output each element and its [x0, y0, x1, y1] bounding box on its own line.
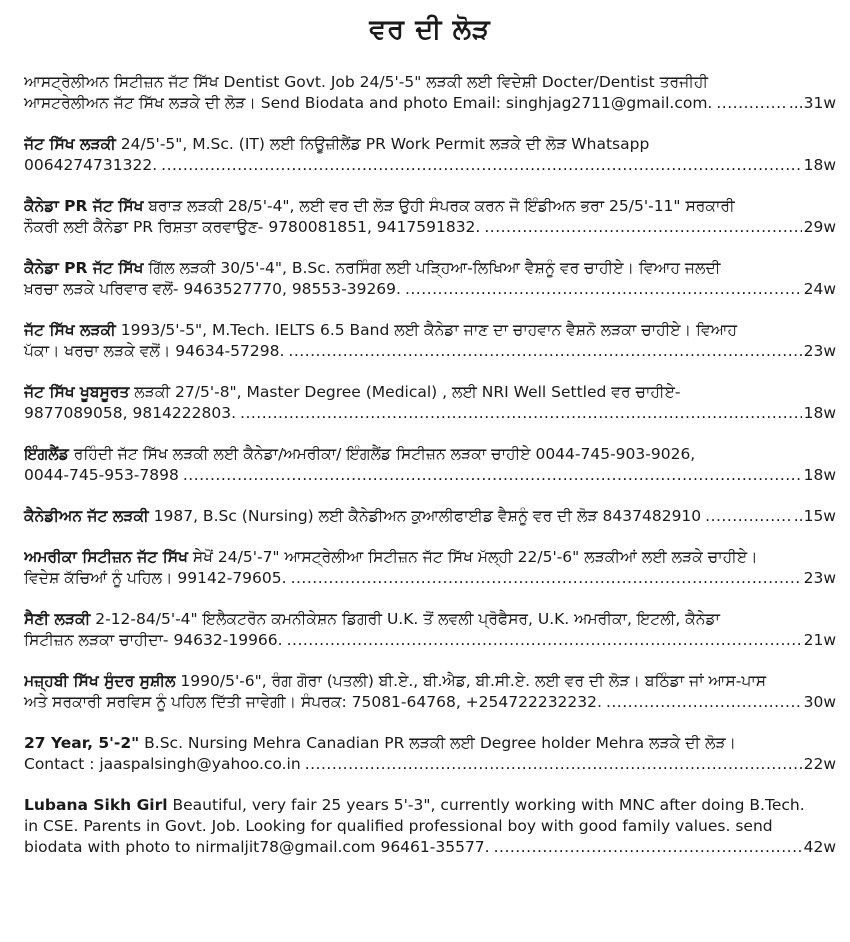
ad-text: 1993/5'-5", M.Tech. IELTS 6.5 Band ਲਈ ਕੈਨੇਡਾ ਜਾਣ ਦਾ ਚਾਹਵਾਨ ਵੈਸ਼ਨੋ ਲੜਕਾ ਚਾਹੀਏ। ਵਿਆਹ [115, 321, 738, 339]
ad-code: 23w [803, 342, 836, 360]
ad-text: 9877089058, 9814222803. [24, 404, 237, 422]
ad-code: 29w [803, 218, 836, 236]
ads-list [24, 72, 836, 858]
ad-text: in CSE. Parents in Govt. Job. Looking for qualified professional boy with good family values. send [24, 817, 773, 835]
ad-code: 30w [803, 693, 836, 711]
ad-code: 22w [803, 755, 836, 773]
ad-last-line [24, 506, 836, 527]
ad-code: ..15w [793, 507, 836, 525]
ad-headline: ਇੰਗਲੈਂਡ [24, 445, 69, 463]
ad-headline: ਸੈਣੀ ਲੜਕੀ [24, 610, 91, 628]
classified-ad [24, 444, 836, 486]
ad-headline: ਮਜ਼੍ਹਬੀ ਸਿੱਖ ਸੁੰਦਰ ਸੁਸ਼ੀਲ [24, 672, 176, 690]
ad-text: ਸਿਟੀਜ਼ਨ ਲੜਕਾ ਚਾਹੀਦਾ- 94632-19966. [24, 631, 283, 649]
classified-ad [24, 547, 836, 589]
ad-line [24, 795, 836, 816]
ad-text: ਰਹਿੰਦੀ ਜੱਟ ਸਿੱਖ ਲੜਕੀ ਲਈ ਕੈਨੇਡਾ/ਅਮਰੀਕਾ/ ਇੰਗਲੈਂਡ ਸਿਟੀਜ਼ਨ ਲੜਕਾ ਚਾਹੀਏ 0044-745-903-9026, [68, 445, 696, 463]
dot-leader [606, 692, 802, 713]
ad-text: 2-12-84/5'-4" ਇਲੈਕਟਰੋਨ ਕਮਨੀਕੇਸ਼ਨ ਡਿਗਰੀ U.K. ਤੋਂ ਲਵਲੀ ਪ੍ਰੋਫੈਸਰ, U.K. ਅਮਰੀਕਾ, ਇਟਲੀ, ਕੈਨੇਡਾ [90, 610, 720, 628]
ad-headline: Lubana Sikh Girl [24, 796, 168, 814]
ad-last-line [24, 93, 836, 114]
ad-line [24, 444, 836, 465]
ad-text: ਵਿਦੇਸ਼ ਕੱਚਿਆਂ ਨੂੰ ਪਹਿਲ। 99142-79605. [24, 569, 287, 587]
ad-line [24, 258, 836, 279]
ad-line [24, 733, 836, 754]
classified-ad [24, 795, 836, 858]
ad-code: 21w [803, 631, 836, 649]
dot-leader [287, 630, 802, 651]
ad-code: 23w [803, 569, 836, 587]
ad-text: biodata with photo to nirmaljit78@gmail.com 96461-35577. [24, 838, 490, 856]
ad-text: ਆਸਟਰੇਲੀਅਨ ਜੱਟ ਸਿੱਖ ਲੜਕੇ ਦੀ ਲੋੜ। Send Biodata and photo Email: singhjag2711@gmail.com. [24, 94, 713, 112]
ad-code: 42w [803, 838, 836, 856]
ad-code: 24w [803, 280, 836, 298]
ad-last-line [24, 630, 836, 651]
dot-leader [705, 506, 790, 527]
ad-headline: ਕੈਨੇਡਾ PR ਜੱਟ ਸਿੱਖ [24, 259, 144, 277]
classified-ad [24, 671, 836, 713]
ad-last-line [24, 692, 836, 713]
classified-ad [24, 134, 836, 176]
ad-last-line [24, 279, 836, 300]
ad-text: 1990/5'-6", ਰੰਗ ਗੋਰਾ (ਪਤਲੀ) ਬੀ.ਏ., ਬੀ.ਐਡ, ਬੀ.ਸੀ.ਏ. ਲਈ ਵਰ ਦੀ ਲੋੜ। ਬਠਿੰਡਾ ਜਾਂ ਆਸ-ਪਾਸ [175, 672, 767, 690]
dot-leader [405, 279, 802, 300]
dot-leader [161, 155, 801, 176]
ad-last-line [24, 155, 836, 176]
ad-last-line [24, 341, 836, 362]
ad-text: ਆਸਟ੍ਰੇਲੀਅਨ ਸਿਟੀਜ਼ਨ ਜੱਟ ਸਿੱਖ Dentist Govt. Job 24/5'-5" ਲੜਕੀ ਲਈ ਵਿਦੇਸ਼ੀ Docter/Dentist ਤਰਜੀਹੀ [24, 73, 709, 91]
ad-last-line [24, 837, 836, 858]
dot-leader [183, 465, 802, 486]
ad-last-line [24, 568, 836, 589]
ad-text: ਨੌਕਰੀ ਲਈ ਕੈਨੇਡਾ PR ਰਿਸ਼ਤਾ ਕਰਵਾਉਣ- 9780081851, 9417591832. [24, 218, 481, 236]
dot-leader [291, 568, 802, 589]
ad-line [24, 134, 836, 155]
ad-text: Contact : jaaspalsingh@yahoo.co.in [24, 755, 301, 773]
ad-text: Beautiful, very fair 25 years 5'-3", currently working with MNC after doing B.Tech. [167, 796, 805, 814]
dot-leader [716, 93, 786, 114]
ad-text: ਗਿੱਲ ਲੜਕੀ 30/5'-4", B.Sc. ਨਰਸਿੰਗ ਲਈ ਪੜ੍ਹਿਆ-ਲਿਖਿਆ ਵੈਸ਼ਨੂੰ ਵਰ ਚਾਹੀਏ। ਵਿਆਹ ਜਲਦੀ [143, 259, 721, 277]
classified-ad [24, 258, 836, 300]
dot-leader [484, 217, 801, 238]
ad-headline: ਕੈਨੇਡਾ PR ਜੱਟ ਸਿੱਖ [24, 197, 144, 215]
dot-leader [240, 403, 802, 424]
ad-line [24, 671, 836, 692]
ad-text: 0044-745-953-7898 [24, 466, 179, 484]
classified-ad [24, 196, 836, 238]
ad-line [24, 382, 836, 403]
classified-ad [24, 733, 836, 775]
ad-headline: ਜੱਟ ਸਿੱਖ ਲੜਕੀ [24, 321, 116, 339]
classified-ad [24, 320, 836, 362]
ad-text: ਅਤੇ ਸਰਕਾਰੀ ਸਰਵਿਸ ਨੂੰ ਪਹਿਲ ਦਿੱਤੀ ਜਾਵੇਗੀ। ਸੰਪਰਕ: 75081-64768, +254722232232. [24, 693, 602, 711]
classified-ad [24, 609, 836, 651]
ad-text: ਸੇਖੋਂ 24/5'-7" ਆਸਟ੍ਰੇਲੀਆ ਸਿਟੀਜ਼ਨ ਜੱਟ ਸਿੱਖ ਮੱਲ੍ਹੀ 22/5'-6" ਲੜਕੀਆਂ ਲਈ ਲੜਕੇ ਚਾਹੀਏ। [187, 548, 758, 566]
ad-headline: 27 Year, 5'-2" [24, 734, 140, 752]
ad-line [24, 320, 836, 341]
ad-text: ਬਰਾੜ ਲੜਕੀ 28/5'-4", ਲਈ ਵਰ ਦੀ ਲੋੜ ਉਹੀ ਸੰਪਰਕ ਕਰਨ ਜੋ ਇੰਡੀਅਨ ਭਰਾ 25/5'-11" ਸਰਕਾਰੀ [143, 197, 735, 215]
ad-line [24, 72, 836, 93]
page-title: ਵਰ ਦੀ ਲੋੜ [369, 14, 491, 45]
ad-text: B.Sc. Nursing Mehra Canadian PR ਲੜਕੀ ਲਈ Degree holder Mehra ਲੜਕੇ ਦੀ ਲੋੜ। [139, 734, 737, 752]
ad-code: ...31w [788, 94, 836, 112]
dot-leader [288, 341, 801, 362]
ad-last-line [24, 754, 836, 775]
dot-leader [305, 754, 802, 775]
ad-text: ਖ਼ਰਚਾ ਲੜਕੇ ਪਰਿਵਾਰ ਵਲੋਂ- 9463527770, 98553-39269. [24, 280, 401, 298]
ad-text: 24/5'-5", M.Sc. (IT) ਲਈ ਨਿਊਜ਼ੀਲੈਂਡ PR Work Permit ਲੜਕੇ ਦੀ ਲੋੜ Whatsapp [115, 135, 650, 153]
classified-ad [24, 382, 836, 424]
ad-headline: ਜੱਟ ਸਿੱਖ ਖੂਬਸੂਰਤ [24, 383, 130, 401]
classified-ad [24, 72, 836, 114]
ad-line [24, 547, 836, 568]
ad-headline: ਕੈਨੇਡੀਅਨ ਜੱਟ ਲੜਕੀ [24, 507, 149, 525]
ad-code: 18w [803, 466, 836, 484]
ad-code: 18w [803, 404, 836, 422]
ad-line [24, 609, 836, 630]
ad-last-line [24, 403, 836, 424]
ad-headline: ਜੱਟ ਸਿੱਖ ਲੜਕੀ [24, 135, 116, 153]
ad-body [24, 506, 701, 527]
dot-leader [494, 837, 802, 858]
ad-text: 0064274731322. [24, 156, 158, 174]
ad-text: ਪੱਕਾ। ਖਰਚਾ ਲੜਕੇ ਵਲੋਂ। 94634-57298. [24, 342, 285, 360]
ad-last-line [24, 465, 836, 486]
classified-ad [24, 506, 836, 527]
ad-code: 18w [803, 156, 836, 174]
ad-text: ਲੜਕੀ 27/5'-8", Master Degree (Medical) , ਲਈ NRI Well Settled ਵਰ ਚਾਹੀਏ- [129, 383, 681, 401]
ad-text: 1987, B.Sc (Nursing) ਲਈ ਕੈਨੇਡੀਅਨ ਕੁਆਲੀਫਾਈਡ ਵੈਸ਼ਨੂੰ ਵਰ ਦੀ ਲੋੜ 8437482910 [148, 507, 702, 525]
ad-headline: ਅਮਰੀਕਾ ਸਿਟੀਜ਼ਨ ਜੱਟ ਸਿੱਖ [24, 548, 188, 566]
ad-line [24, 816, 836, 837]
ad-last-line [24, 217, 836, 238]
ad-line [24, 196, 836, 217]
